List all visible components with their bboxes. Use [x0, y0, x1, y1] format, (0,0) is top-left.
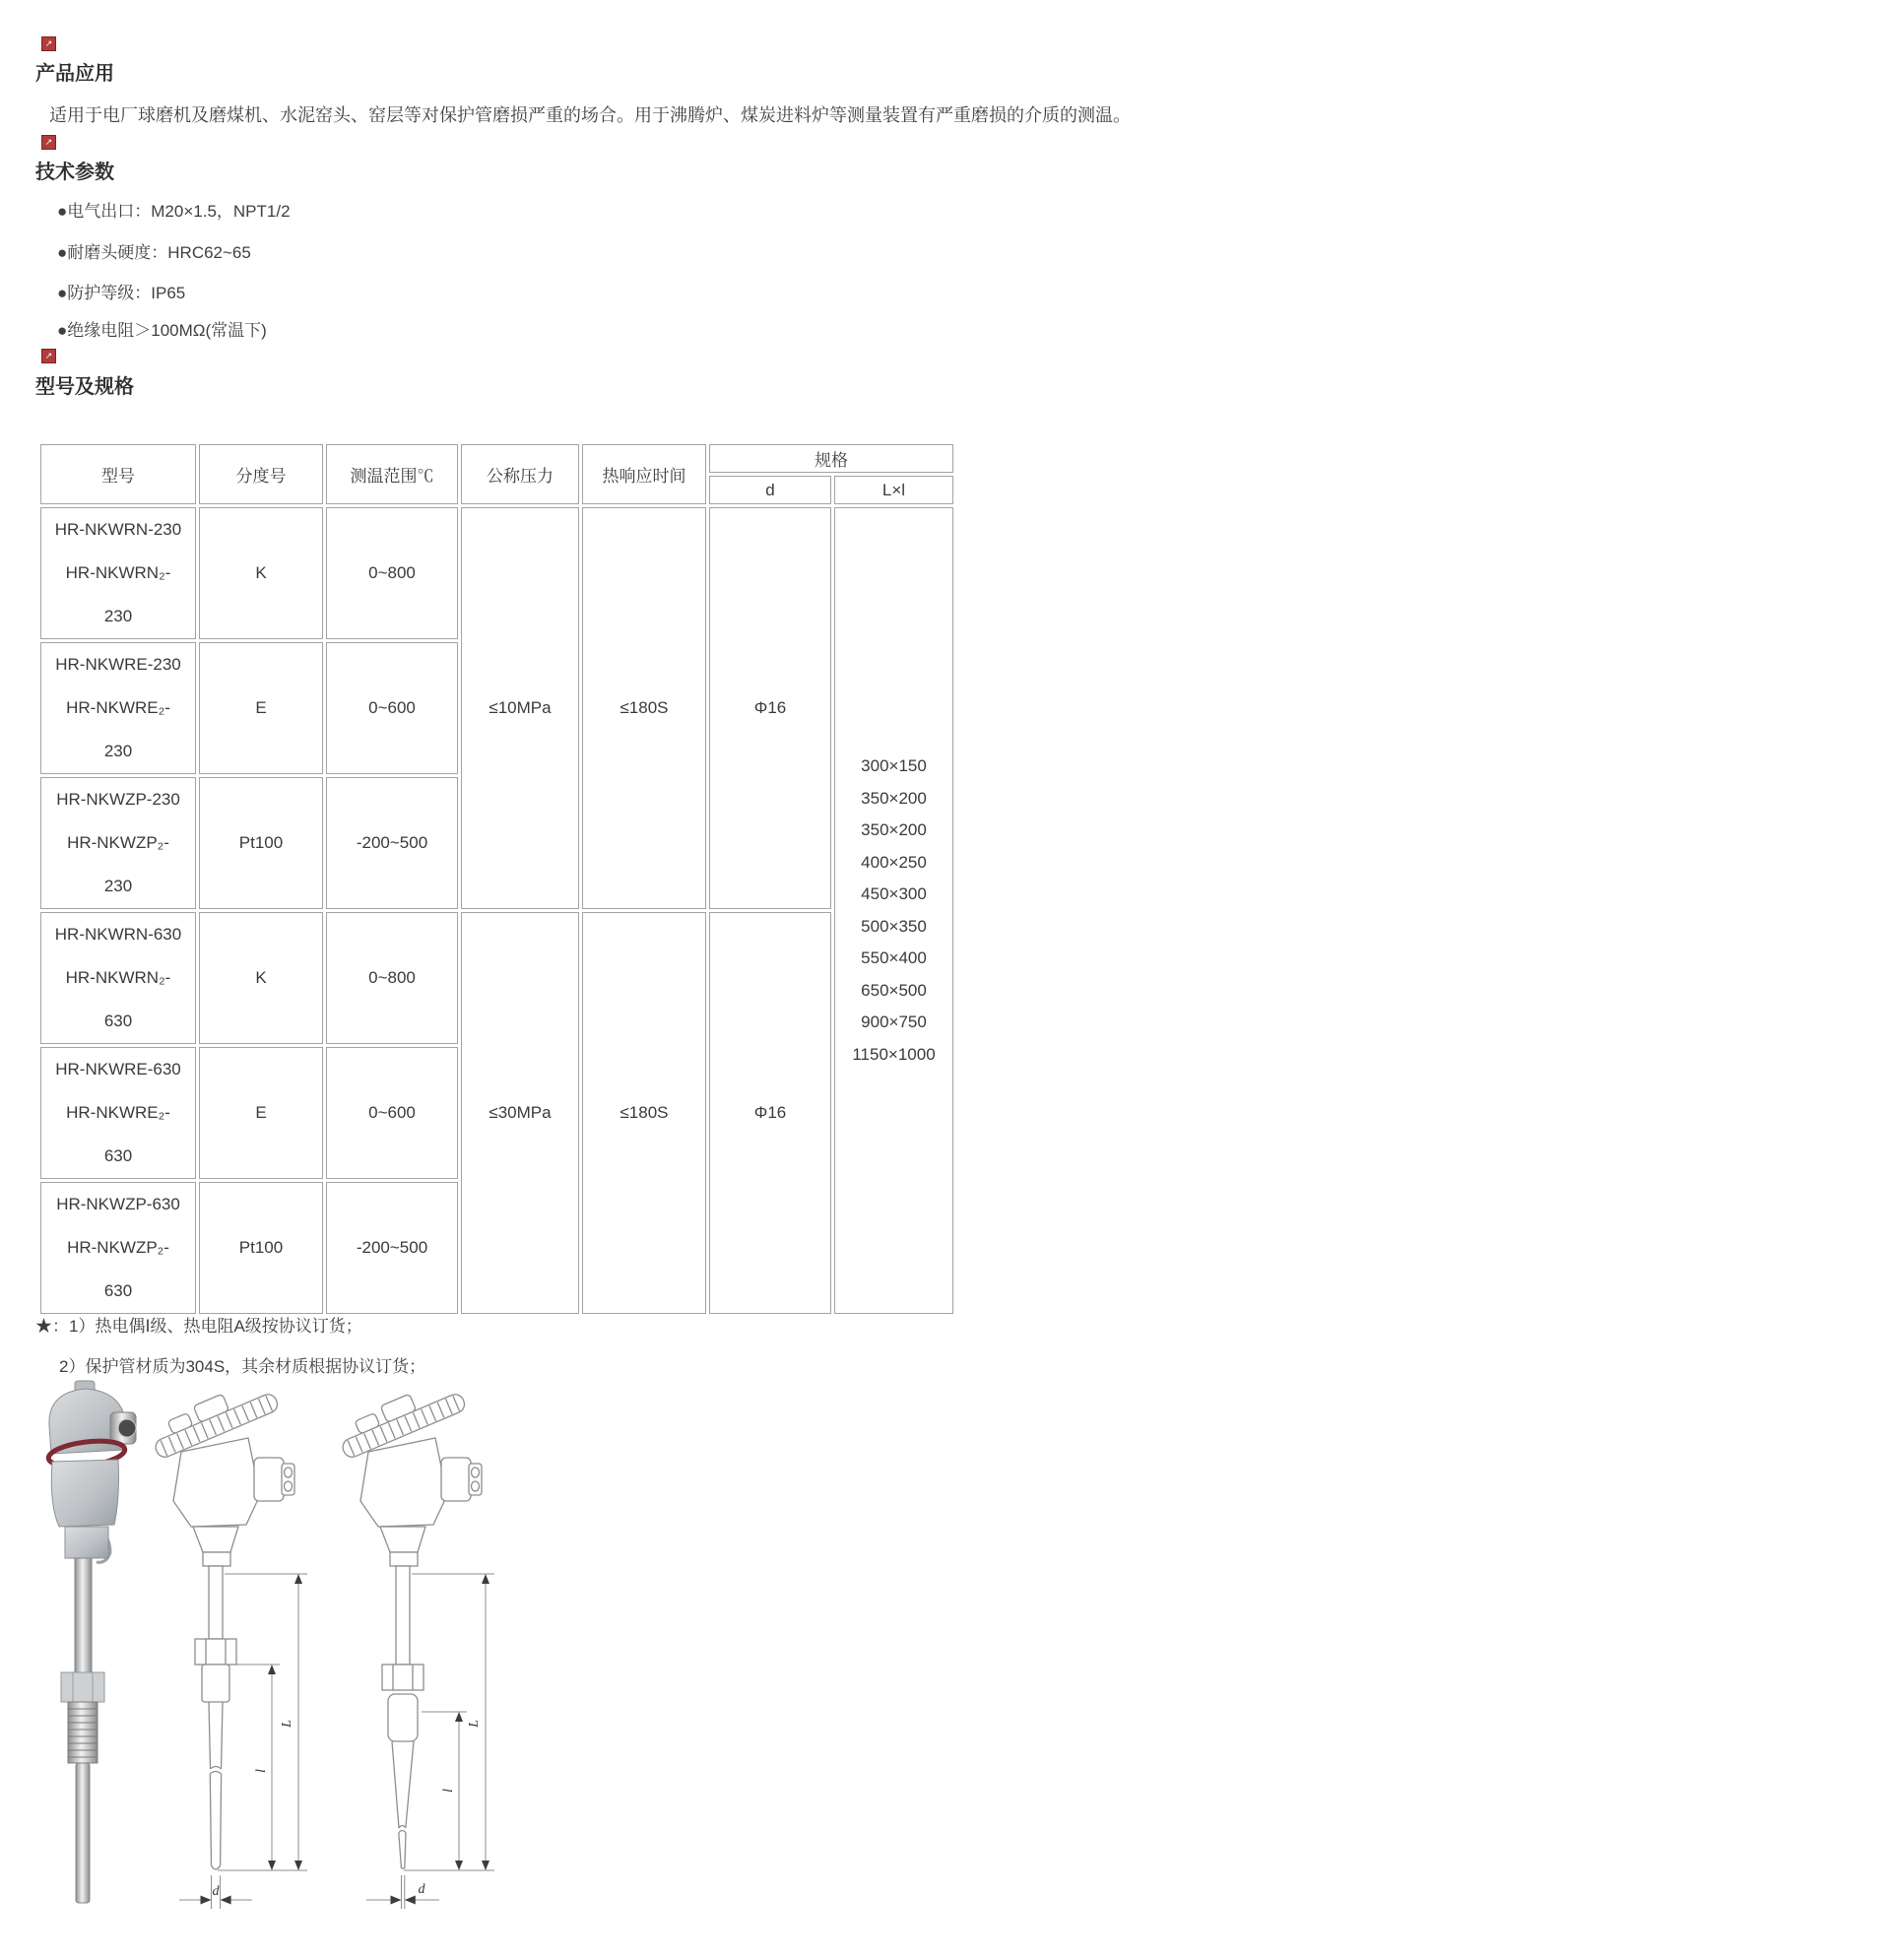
col-header-range: 测温范围℃: [326, 444, 458, 504]
range-cell: 0~800: [326, 912, 458, 1044]
param-insulation-resistance: ●绝缘电阻＞100MΩ(常温下): [57, 321, 267, 340]
footnote-second: 2）保护管材质为304S，其余材质根据协议订货；: [59, 1357, 426, 1376]
graduation-cell: Pt100: [199, 777, 323, 909]
model-cell: HR-NKWRE-630 HR-NKWRE₂- 630: [40, 1047, 196, 1179]
col-header-lxl: L×l: [834, 476, 953, 504]
model-cell: HR-NKWRN-230 HR-NKWRN₂- 230: [40, 507, 196, 639]
sizes-cell: 300×150 350×200 350×200 400×250 450×300 500×350 550×400 650×500 900×750 1150×1000: [834, 507, 953, 1314]
pressure-cell: ≤30MPa: [461, 912, 579, 1314]
diameter-cell: Φ16: [709, 507, 831, 909]
col-header-pressure: 公称压力: [461, 444, 579, 504]
dimension-label-d: d: [418, 1882, 425, 1897]
col-header-d: d: [709, 476, 831, 504]
range-cell: -200~500: [326, 1182, 458, 1314]
graduation-cell: K: [199, 507, 323, 639]
thermocouple-drawing-1: [146, 1377, 315, 1921]
model-cell: HR-NKWRE-230 HR-NKWRE₂- 230: [40, 642, 196, 774]
range-cell: 0~600: [326, 1047, 458, 1179]
dimension-label-L: L: [467, 1720, 482, 1728]
thermocouple-photo: [35, 1379, 138, 1911]
model-cell: HR-NKWZP-230 HR-NKWZP₂- 230: [40, 777, 196, 909]
dimension-label-l: l: [254, 1769, 269, 1773]
response-cell: ≤180S: [582, 912, 706, 1314]
jump-arrow-icon: ↗: [41, 36, 56, 51]
diameter-cell: Φ16: [709, 912, 831, 1314]
table-row: [40, 507, 953, 639]
graduation-cell: Pt100: [199, 1182, 323, 1314]
range-cell: 0~600: [326, 642, 458, 774]
response-cell: ≤180S: [582, 507, 706, 909]
section-title-application: 产品应用: [35, 63, 114, 85]
param-protection-grade: ●防护等级：IP65: [57, 284, 186, 302]
dimension-label-l: l: [441, 1789, 456, 1793]
model-spec-table: [37, 441, 956, 1317]
graduation-cell: K: [199, 912, 323, 1044]
graduation-cell: E: [199, 1047, 323, 1179]
dimension-label-d: d: [212, 1884, 220, 1899]
dimension-label-L: L: [280, 1720, 294, 1728]
model-cell: HR-NKWZP-630 HR-NKWZP₂- 630: [40, 1182, 196, 1314]
param-head-hardness: ●耐磨头硬度：HRC62~65: [57, 243, 251, 262]
graduation-cell: E: [199, 642, 323, 774]
table-row: [40, 912, 953, 1044]
pressure-cell: ≤10MPa: [461, 507, 579, 909]
col-header-model: 型号: [40, 444, 196, 504]
thermocouple-drawing-2: [333, 1377, 502, 1921]
param-electrical-outlet: ●电气出口：M20×1.5，NPT1/2: [57, 202, 291, 221]
section-title-models: 型号及规格: [35, 376, 134, 398]
jump-arrow-icon: ↗: [41, 135, 56, 150]
section-title-parameters: 技术参数: [35, 162, 114, 183]
range-cell: 0~800: [326, 507, 458, 639]
col-header-response: 热响应时间: [582, 444, 706, 504]
col-header-graduation: 分度号: [199, 444, 323, 504]
model-cell: HR-NKWRN-630 HR-NKWRN₂- 630: [40, 912, 196, 1044]
application-body-text: 适用于电厂球磨机及磨煤机、水泥窑头、窑层等对保护管磨损严重的场合。用于沸腾炉、煤炭进料炉等测量装置有严重磨损的介质的测温。: [49, 105, 1131, 125]
jump-arrow-icon: ↗: [41, 349, 56, 363]
col-header-spec: 规格: [709, 444, 953, 473]
footnote-star: ★：1）热电偶Ⅰ级、热电阻A级按协议订货；: [35, 1317, 362, 1336]
range-cell: -200~500: [326, 777, 458, 909]
